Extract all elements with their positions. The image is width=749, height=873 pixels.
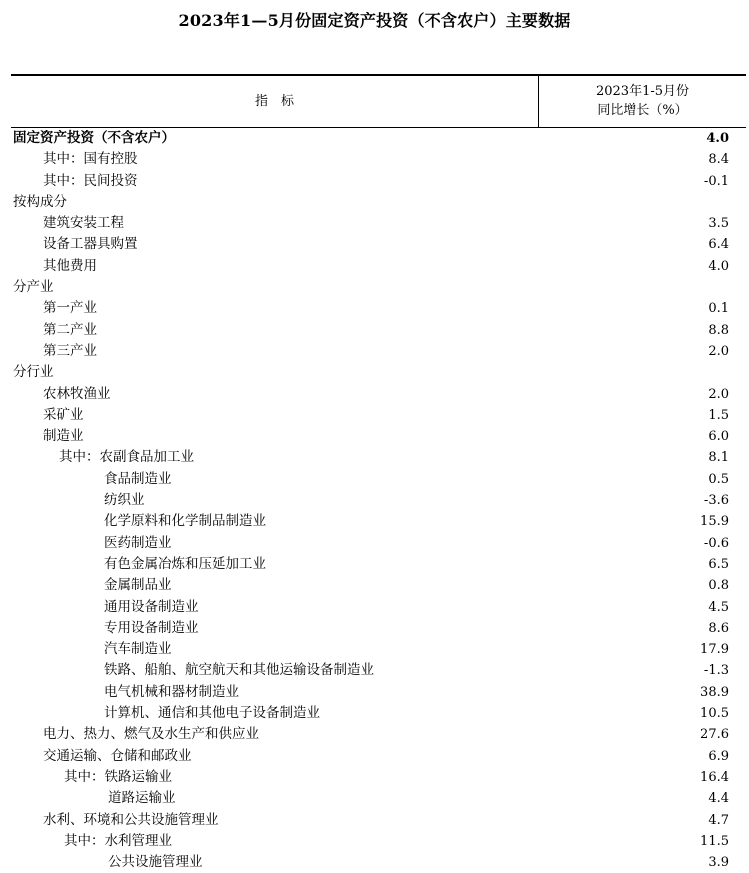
table-row xyxy=(11,469,746,490)
row-value: 11.5 xyxy=(700,833,729,849)
row-label: 其中：水利管理业 xyxy=(64,832,172,849)
table-row xyxy=(11,341,746,362)
row-value: -0.1 xyxy=(703,173,729,189)
row-label: 其他费用 xyxy=(43,257,97,274)
row-label: 农林牧渔业 xyxy=(43,385,111,402)
table-row xyxy=(11,724,746,745)
row-label: 其中：铁路运输业 xyxy=(64,768,172,785)
table-row xyxy=(11,703,746,724)
table-row xyxy=(11,831,746,852)
table-row xyxy=(11,682,746,703)
table-row xyxy=(11,384,746,405)
row-value: -0.6 xyxy=(703,535,729,551)
row-value: 0.1 xyxy=(708,301,729,317)
row-value: 10.5 xyxy=(700,706,729,722)
row-label: 通用设备制造业 xyxy=(104,598,199,615)
table-row xyxy=(11,320,746,341)
table-row xyxy=(11,192,746,213)
table-row xyxy=(11,597,746,618)
row-label: 其中：国有控股 xyxy=(43,151,138,168)
row-value: 6.0 xyxy=(708,429,729,445)
table-row xyxy=(11,511,746,532)
row-value: 3.9 xyxy=(708,855,729,871)
row-value: 8.4 xyxy=(708,152,729,168)
row-label: 第二产业 xyxy=(43,321,97,338)
row-label: 分产业 xyxy=(13,279,54,296)
row-value: 38.9 xyxy=(700,684,729,700)
row-value: 8.8 xyxy=(708,322,729,338)
table-row xyxy=(11,639,746,660)
row-label: 计算机、通信和其他电子设备制造业 xyxy=(104,705,320,722)
row-label: 化学原料和化学制品制造业 xyxy=(104,513,266,530)
row-value: 8.6 xyxy=(708,620,729,636)
table-row xyxy=(11,171,746,192)
row-label: 医药制造业 xyxy=(104,534,172,551)
table-row xyxy=(11,426,746,447)
table-row xyxy=(11,810,746,831)
table-row xyxy=(11,746,746,767)
row-value: 4.0 xyxy=(708,258,729,274)
table-row xyxy=(11,256,746,277)
row-value: 17.9 xyxy=(700,642,729,658)
row-value: 2.0 xyxy=(708,386,729,402)
row-value: 0.5 xyxy=(708,471,729,487)
data-table xyxy=(11,74,746,873)
row-value: 4.7 xyxy=(708,812,729,828)
row-value: -1.3 xyxy=(703,663,729,679)
row-label: 铁路、船舶、航空航天和其他运输设备制造业 xyxy=(104,662,374,679)
header-indicator: 指 标 xyxy=(254,94,294,109)
row-value: 15.9 xyxy=(700,514,729,530)
row-value: 4.4 xyxy=(708,791,729,807)
row-value: 8.1 xyxy=(708,450,729,466)
row-label: 食品制造业 xyxy=(104,470,172,487)
table-row xyxy=(11,234,746,255)
row-value: 4.0 xyxy=(706,131,729,146)
row-label: 有色金属冶炼和压延加工业 xyxy=(104,555,266,572)
table-header xyxy=(11,76,746,128)
row-label: 分行业 xyxy=(13,364,54,381)
table-row xyxy=(11,660,746,681)
row-label: 建筑安装工程 xyxy=(43,215,124,232)
row-value: -3.6 xyxy=(703,493,729,509)
row-label: 交通运输、仓储和邮政业 xyxy=(43,747,192,764)
row-label: 公共设施管理业 xyxy=(108,854,203,871)
table-row xyxy=(11,618,746,639)
page-title: 2023年1—5月份固定资产投资（不含农户）主要数据 xyxy=(178,11,571,30)
row-label: 水利、环境和公共设施管理业 xyxy=(43,811,219,828)
row-label: 第三产业 xyxy=(43,342,97,359)
table-row xyxy=(11,447,746,468)
table-row xyxy=(11,277,746,298)
table-row xyxy=(11,767,746,788)
row-label: 电力、热力、燃气及水生产和供应业 xyxy=(43,726,259,743)
row-label: 电气机械和器材制造业 xyxy=(104,683,239,700)
table-row xyxy=(11,554,746,575)
table-row xyxy=(11,788,746,809)
row-value: 2.0 xyxy=(708,343,729,359)
row-value: 6.9 xyxy=(708,748,729,764)
row-label: 纺织业 xyxy=(104,492,145,509)
table-row xyxy=(11,298,746,319)
header-metric: 同比增长（%） xyxy=(597,103,688,118)
row-label: 第一产业 xyxy=(43,300,97,317)
row-value: 3.5 xyxy=(708,216,729,232)
row-label: 按构成分 xyxy=(13,193,67,210)
row-label: 固定资产投资（不含农户） xyxy=(13,130,175,146)
table-row xyxy=(11,149,746,170)
row-label: 汽车制造业 xyxy=(104,641,172,658)
header-growth xyxy=(539,82,746,120)
row-value: 6.5 xyxy=(708,556,729,572)
row-label: 专用设备制造业 xyxy=(104,619,199,636)
row-label: 金属制品业 xyxy=(104,577,172,594)
row-value: 6.4 xyxy=(708,237,729,253)
row-value: 16.4 xyxy=(700,769,729,785)
header-period: 2023年1-5月份 xyxy=(595,84,690,99)
row-value: 0.8 xyxy=(708,578,729,594)
row-label: 采矿业 xyxy=(43,406,84,423)
table-row xyxy=(11,128,746,149)
table-row xyxy=(11,575,746,596)
table-body xyxy=(11,128,746,873)
table-row xyxy=(11,490,746,511)
row-value: 4.5 xyxy=(708,599,729,615)
row-label: 设备工器具购置 xyxy=(43,236,138,253)
row-value: 27.6 xyxy=(700,727,729,743)
row-label: 制造业 xyxy=(43,428,84,445)
table-row xyxy=(11,213,746,234)
table-row xyxy=(11,852,746,873)
table-row xyxy=(11,405,746,426)
row-value: 1.5 xyxy=(708,407,729,423)
row-label: 道路运输业 xyxy=(108,790,176,807)
row-label: 其中：农副食品加工业 xyxy=(59,449,194,466)
table-row xyxy=(11,362,746,383)
table-row xyxy=(11,533,746,554)
row-label: 其中：民间投资 xyxy=(43,172,138,189)
